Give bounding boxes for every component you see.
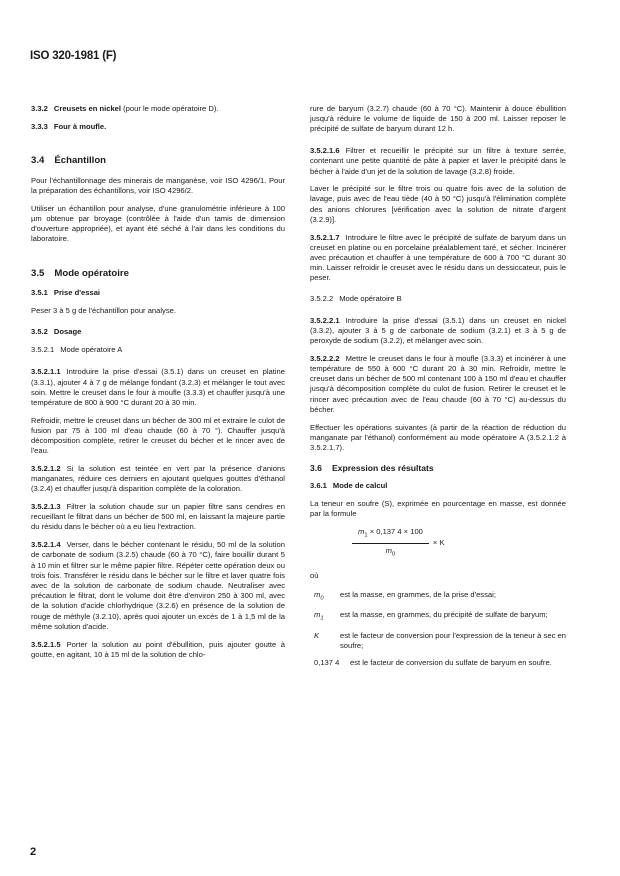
paragraph: Effectuer les opérations suivantes (à partir de la réaction de réduction du manganate par l'éthanol) conformément au mode opératoire A (3.5.2.1.2 à 3.5.2.1.7). — [310, 422, 566, 452]
paragraph-3-5-2-2-2 — [310, 354, 566, 415]
formula-multiplier: × K — [432, 538, 445, 548]
formula-numerator: $m_1 \times 0,137$ 4 × 100 — [352, 527, 429, 544]
section-number: 3.5.2.1 — [31, 345, 55, 355]
sulfur-formula — [352, 527, 566, 559]
paragraph-number: 3.5.2.2.2 — [310, 353, 340, 363]
section-number: 3.5.1 — [31, 288, 48, 298]
variable-symbol: K — [314, 631, 320, 641]
paragraph-3-5-2-1-6 — [310, 146, 566, 177]
definition-row — [310, 590, 566, 604]
section-3-5-1 — [31, 288, 285, 298]
section-number: 3.6.1 — [310, 481, 327, 491]
variable-description: est la masse, en grammes, de la prise d'essai; — [340, 589, 496, 599]
paragraph: rure de baryum (3.2.7) chaude (60 à 70 °C). Maintenir à douce ébullition jusqu'à réduire le volume de liquide de 150 à 200 ml. Laisser reposer le précipité de sulfate de baryum durant 12 h. — [310, 104, 566, 134]
section-3-5-2 — [31, 327, 285, 337]
section-number: 3.4 — [31, 155, 45, 167]
where-label: où — [310, 571, 319, 581]
paragraph-text: Introduire la prise d'essai (3.5.1) dans un creuset en platine (3.3.1), ajouter 4 à 7 g de mélange fondant (3.2.3) et mélanger le tout avec soin. Mettre le creuset dans le four à moufle (3.3.3) et chauffer jusqu'à une température de 800 à 900 °C durant 20 à 30 min. — [31, 367, 285, 407]
section-title: Mode de calcul — [332, 481, 388, 491]
section-3-5-2-2 — [310, 294, 566, 304]
section-title: Mode opératoire — [54, 267, 129, 279]
paragraph-text: Introduire la prise d'essai (3.5.1) dans un creuset en nickel (3.3.2), ajouter 3 à 5 g de carbonate de sodium (3.2.1) et 3 à 5 g de peroxyde de sodium (3.2.2), et mélanger avec soin. — [310, 315, 566, 346]
paragraph-3-5-2-1-4 — [31, 540, 285, 632]
section-3-6-1 — [310, 481, 566, 491]
paragraph-number: 3.5.2.1.4 — [31, 540, 61, 550]
variable-description: est le facteur de conversion du sulfate de baryum en soufre. — [350, 658, 552, 668]
section-title: Expression des résultats — [331, 463, 434, 474]
left-column — [31, 104, 285, 667]
paragraph-text: Verser, dans le bécher contenant le résidu, 50 ml de la solution de carbonate de sodium (3.2.5) chaude (60 à 70 °C), faire bouillir durant 5 à 10 min et filtrer sur le même papier filtre. Répéter cette opération deux ou trois fois. Transférer le résidu dans le bécher sur le filtre et laver quatre fois avec de la solution de carbonate de sodium chaude. Neutraliser avec précaution le filtrat, dont le volume doit être d'environ 250 à 300 ml, avec de la solution d'acide chlorhydrique (3.2.6) en présence de la solution de rouge de méthyle (3.2.10), après quoi ajouter un excès de 1 à 1,5 ml de la même solution d'acide. — [31, 540, 285, 631]
section-number: 3.3.3 — [31, 121, 48, 131]
section-number: 3.3.2 — [31, 104, 48, 113]
paragraph-text: Si la solution est teintée en vert par la présence d'anions manganates, réduire ces derniers en ajoutant quelques gouttes d'éthanol (3.2.4) et chauffer jusqu'à disparition complète de la coloration. — [31, 463, 285, 494]
paragraph-3-5-2-1-3 — [31, 502, 285, 533]
paragraph-3-5-2-1-2 — [31, 464, 285, 495]
section-number: 3.5.2.2 — [310, 293, 334, 303]
document-header: ISO 320-1981 (F) — [30, 50, 117, 62]
paragraph-number: 3.5.2.2.1 — [310, 315, 340, 325]
paragraph: La teneur en soufre (S), exprimée en pourcentage en masse, est donnée par la formule — [310, 499, 566, 519]
section-title: Prise d'essai — [53, 288, 101, 298]
section-title: Mode opératoire B — [339, 293, 402, 303]
section-title: Mode opératoire A — [60, 345, 123, 355]
paragraph-text: Introduire le filtre avec le précipité de sulfate de baryum dans un creuset en platine ou en porcelaine préalablement taré, et sécher. Incinérer avec précaution et chauffer à une température de 600 à 700 °C durant 30 min. Laisser refroidir le creuset avec le résidu dans un dessiccateur, puis le peser. — [310, 232, 566, 283]
paragraph-number: 3.5.2.1.2 — [31, 463, 61, 473]
section-3-3-2 — [31, 104, 285, 114]
variable-symbol: 0,137 4 — [314, 658, 340, 668]
page-number: 2 — [30, 846, 37, 858]
paragraph: Peser 3 à 5 g de l'échantillon pour analyse. — [31, 305, 176, 315]
paragraph: Pour l'échantillonnage des minerais de manganèse, voir ISO 4296/1. Pour la préparation des échantillons, voir ISO 4296/2. — [31, 175, 285, 195]
paragraph-text: Porter la solution au point d'ébullition, puis ajouter goutte à goutte, en agitant, 10 à 15 ml de la solution de chlo- — [31, 639, 285, 659]
paragraph: Refroidir, mettre le creuset dans un bécher de 300 ml et extraire le culot de fusion par 75 à 100 ml d'eau chaude (60 à 70 °). Chauffer jusqu'à décomposition complète, retirer le creuset du bécher et le rincer avec de l'eau. — [31, 415, 285, 456]
paragraph-3-5-2-2-1 — [310, 316, 566, 347]
section-3-3-3 — [31, 122, 285, 132]
paragraph-number: 3.5.2.1.3 — [31, 502, 61, 512]
paragraph-number: 3.5.2.1.7 — [310, 232, 340, 242]
paragraph: Utiliser un échantillon pour analyse, d'une granulométrie inférieure à 100 µm obtenue par broyage (contrôlée à l'aide d'un tamis de dimension d'ouverture appropriée), et ayant été séché à l'air dans les conditions du laboratoire. — [31, 203, 285, 244]
paragraph-number: 3.5.2.1.5 — [31, 639, 61, 649]
section-title: Échantillon — [54, 155, 107, 167]
section-3-5-2-1 — [31, 345, 285, 355]
section-note: (pour le mode opératoire D). — [123, 104, 219, 113]
formula-fraction — [352, 527, 429, 559]
definition-row — [310, 610, 566, 624]
paragraph-number: 3.5.2.1.1 — [31, 367, 61, 377]
right-column — [310, 104, 566, 676]
variable-symbol: $m_1$ — [314, 610, 324, 622]
paragraph-3-5-2-1-5 — [31, 640, 285, 660]
paragraph-text: Filtrer la solution chaude sur un papier filtre sans cendres en recueillant le filtrat dans un bécher de 500 ml, en laissant la majeure partie du résidu dans le bécher où a eu lieu l'extraction. — [31, 502, 285, 532]
definition-row — [310, 631, 566, 651]
formula-denominator: $m_0$ — [385, 545, 396, 558]
section-3-5 — [31, 269, 285, 279]
section-3-4 — [31, 156, 285, 166]
variable-definitions — [310, 590, 566, 669]
paragraph-number: 3.5.2.1.6 — [310, 146, 340, 156]
section-title: Dosage — [53, 327, 82, 337]
section-number: 3.6 — [310, 463, 322, 474]
paragraph-text: Mettre le creuset dans le four à moufle (3.3.3) et incinérer à une température de 550 à 600 °C durant 20 à 30 min. Refroidir, mettre le creuset dans un bécher de 500 ml contenant 100 à 150 ml d'eau et chauffer jusqu'à décomposition complète du culot de fusion. Retirer le creuset et le rincer avec précaution avec de l'eau chaude (60 à 70 °C) au-dessus du bécher. — [310, 353, 566, 414]
section-number: 3.5 — [31, 267, 45, 279]
section-3-6 — [310, 463, 566, 473]
variable-description: est le facteur de conversion pour l'expression de la teneur à sec en soufre; — [340, 631, 566, 651]
paragraph-3-5-2-1-1 — [31, 367, 285, 408]
paragraph: Laver le précipité sur le filtre trois ou quatre fois avec de la solution de lavage, puis avec de l'eau tiède (40 à 50 °C) jusqu'à l'élimination complète des anions chlorures [vérification avec la solution de nitrate d'argent (3.2.9)]. — [310, 184, 566, 224]
paragraph-text: Filtrer et recueillir le précipité sur un filtre à texture serrée, contenant une petite quantité de pâte à papier et laver le précipité dans le bécher à l'aide d'un jet de la solution de lavage (3.2.8) froide. — [310, 146, 566, 176]
section-title: Four à moufle. — [53, 121, 107, 131]
section-title: Creusets en nickel — [53, 104, 121, 113]
variable-symbol: $m_0$ — [314, 589, 324, 602]
section-number: 3.5.2 — [31, 327, 48, 337]
variable-description: est la masse, en grammes, du précipité de sulfate de baryum; — [340, 610, 548, 620]
definition-row — [310, 658, 566, 668]
paragraph-3-5-2-1-7 — [310, 233, 566, 284]
